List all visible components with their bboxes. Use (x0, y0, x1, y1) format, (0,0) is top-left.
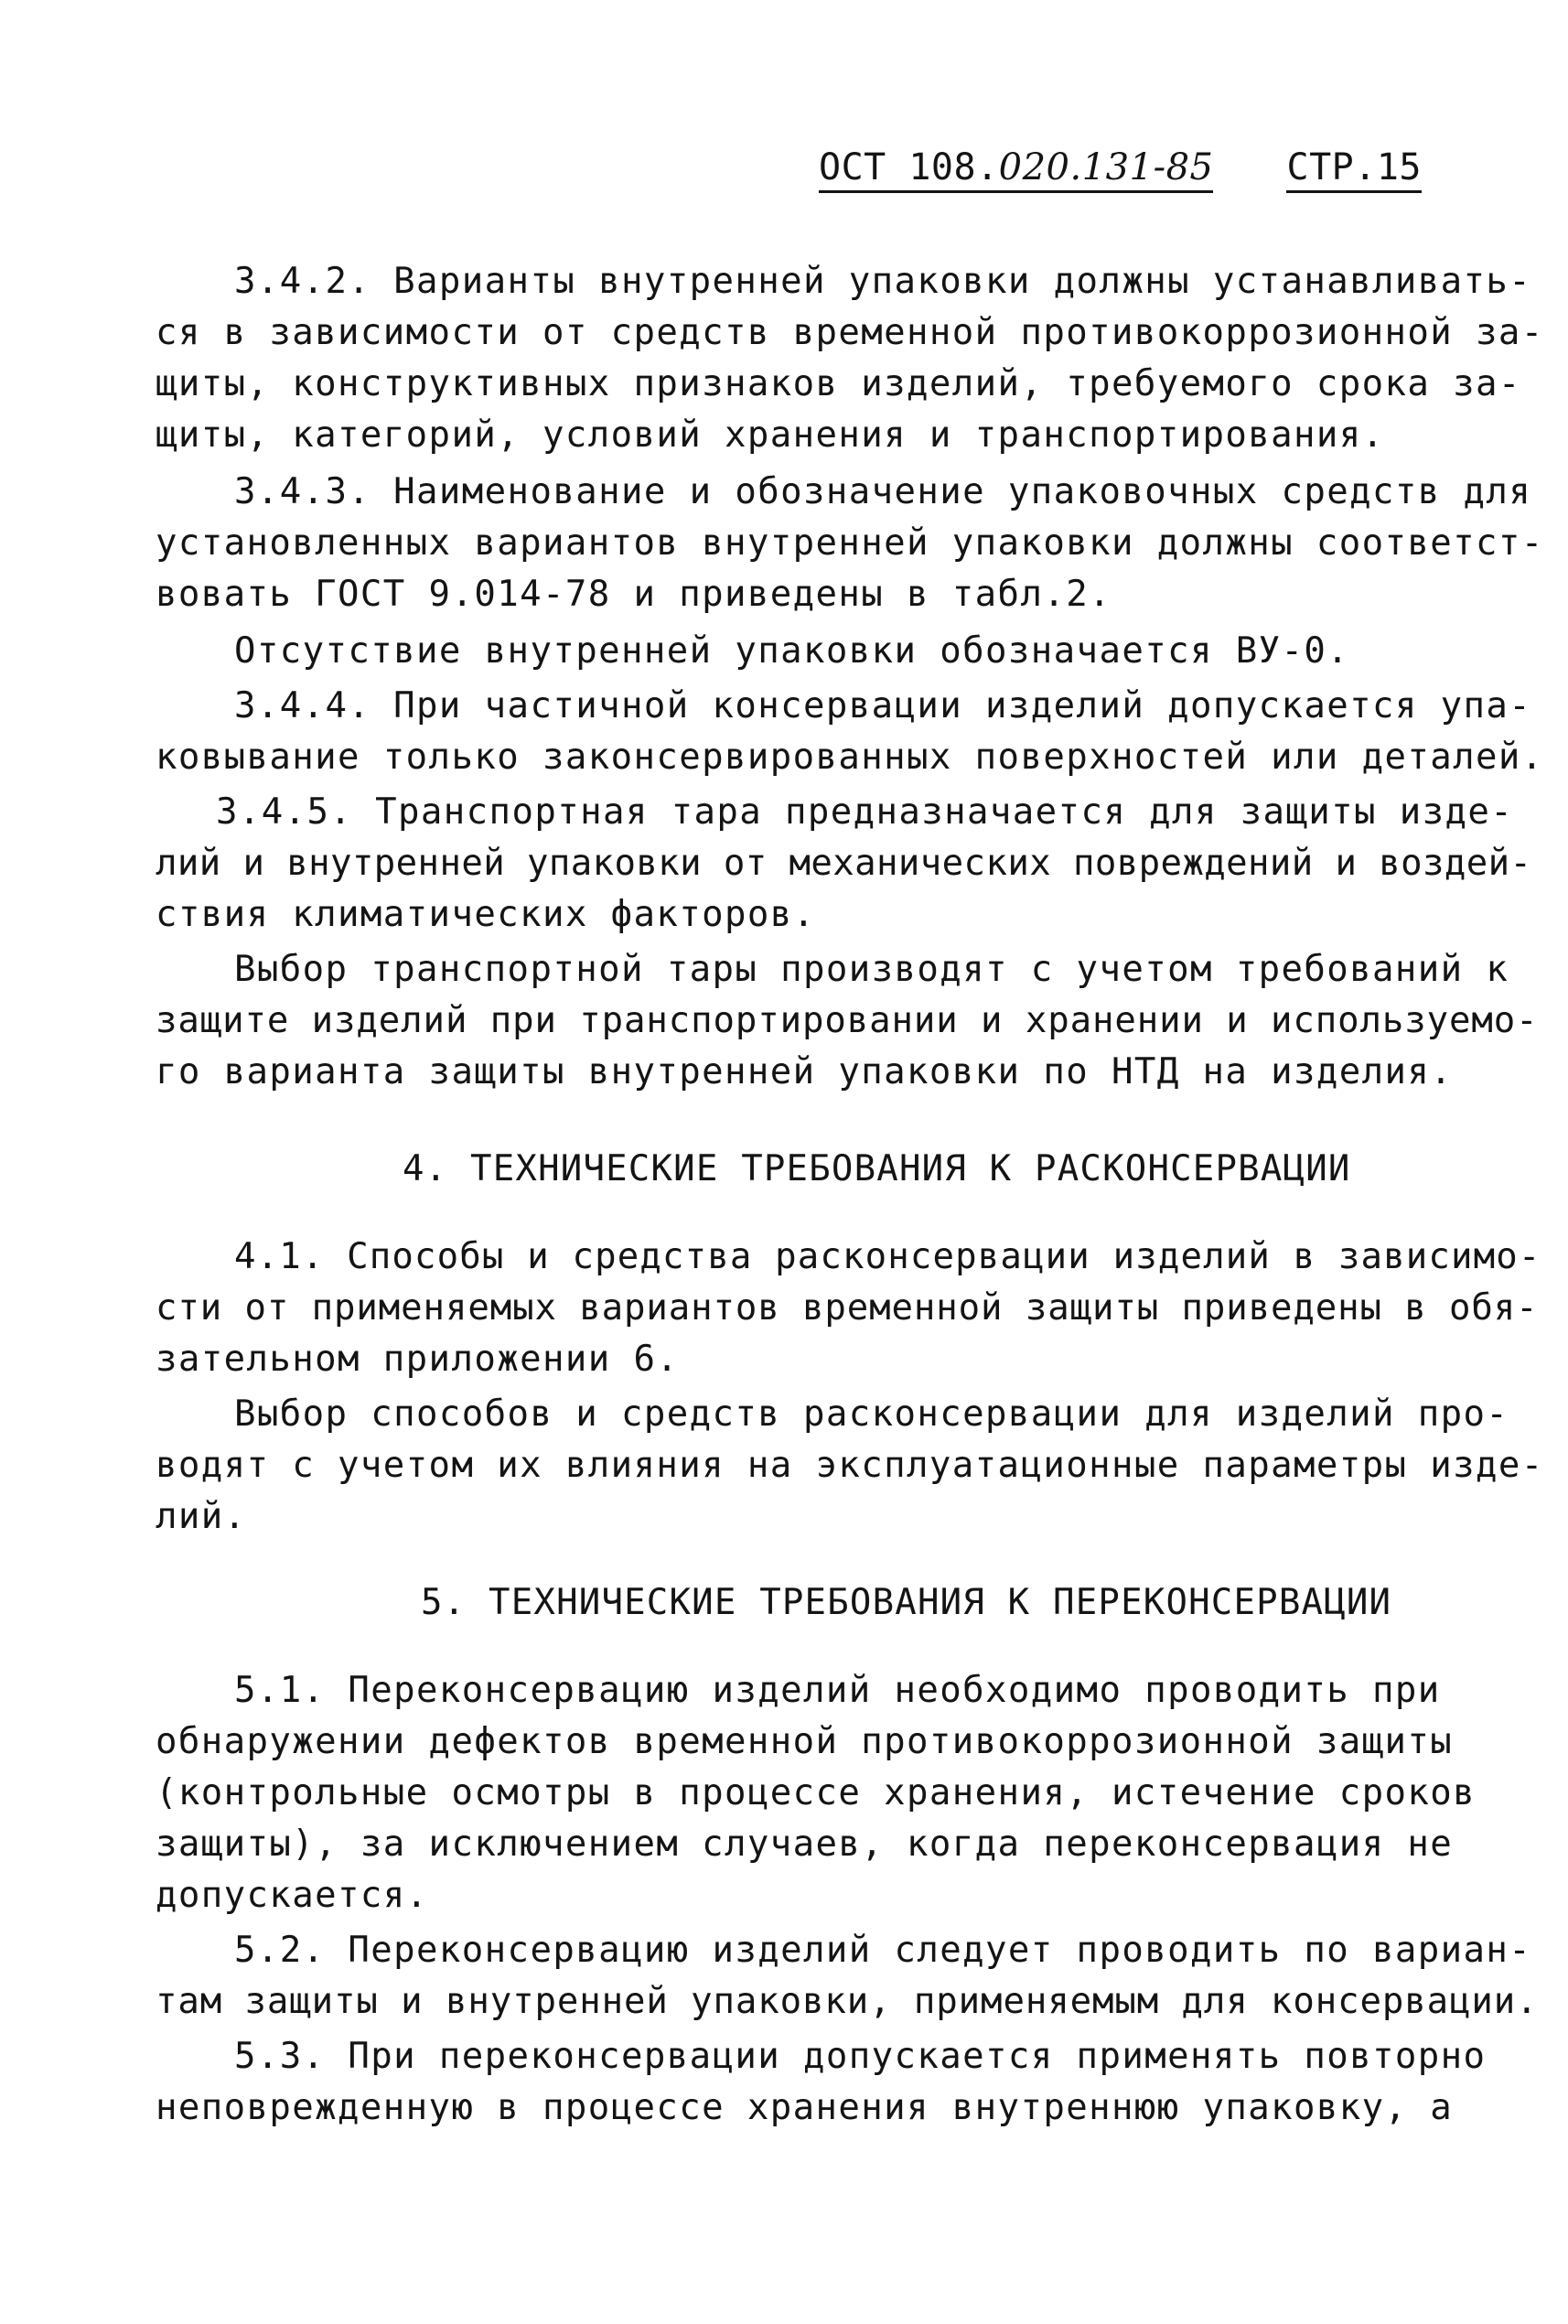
paragraph-line: неповрежденную в процессе хранения внутреннюю упаковку, а (156, 2087, 1454, 2128)
paragraph-line: 5.1. Переконсервацию изделий необходимо проводить при (234, 1670, 1441, 1711)
paragraph-line: ся в зависимости от средств временной противокоррозионной за- (156, 312, 1544, 353)
paragraph-line: обнаружении дефектов временной противокоррозионной защиты (156, 1721, 1454, 1762)
paragraph-line: (контрольные осмотры в процессе хранения, истечение сроков (156, 1772, 1477, 1813)
paragraph-line: вовать ГОСТ 9.014-78 и приведены в табл.2. (156, 574, 1112, 615)
paragraph-line: 3.4.2. Варианты внутренней упаковки должны устанавливать- (234, 261, 1532, 302)
paragraph-line: водят с учетом их влияния на эксплуатационные параметры изде- (156, 1445, 1544, 1486)
paragraph-line: лий. (156, 1496, 247, 1537)
section-heading-4: 4. ТЕХНИЧЕСКИЕ ТРЕБОВАНИЯ К РАСКОНСЕРВАЦИИ (403, 1148, 1351, 1189)
paragraph-line: ковывание только законсервированных поверхностей или деталей. (156, 737, 1544, 778)
standard-number (819, 146, 1213, 193)
paragraph-line: лий и внутренней упаковки от механических повреждений и воздей- (156, 843, 1532, 884)
paragraph-line: ствия климатических факторов. (156, 894, 816, 935)
paragraph-line: защите изделий при транспортировании и хранении и используемо- (156, 1000, 1539, 1041)
paragraph-line: Выбор транспортной тары производят с учетом требований к (234, 949, 1509, 990)
paragraph-line: допускается. (156, 1875, 429, 1916)
paragraph-line: го варианта защиты внутренней упаковки по НТД на изделия. (156, 1051, 1454, 1092)
standard-handwritten-number: 020.131-85 (998, 146, 1214, 188)
page-header (819, 146, 1422, 193)
paragraph-line: 3.4.4. При частичной консервации изделий допускается упа- (234, 685, 1532, 726)
paragraph-line: щиты, конструктивных признаков изделий, требуемого срока за- (156, 363, 1521, 404)
paragraph-line: щиты, категорий, условий хранения и транспортирования. (156, 414, 1385, 456)
paragraph-line: защиты), за исключением случаев, когда переконсервация не (156, 1824, 1454, 1865)
paragraph-line: 5.3. При переконсервации допускается применять повторно (234, 2036, 1487, 2077)
paragraph-line: зательном приложении 6. (156, 1339, 680, 1380)
paragraph-line: установленных вариантов внутренней упаковки должны соответст- (156, 522, 1544, 564)
paragraph-line: 5.2. Переконсервацию изделий следует проводить по вариан- (234, 1930, 1532, 1971)
page-number: СТР.15 (1286, 146, 1422, 193)
paragraph-line: Выбор способов и средств расконсервации для изделий про- (234, 1393, 1509, 1435)
paragraph-line: 3.4.3. Наименование и обозначение упаковочных средств для (234, 471, 1532, 512)
standard-prefix: ОСТ 108. (819, 146, 999, 188)
paragraph-line: сти от применяемых вариантов временной защиты приведены в обя- (156, 1287, 1539, 1329)
paragraph-line: 3.4.5. Транспортная тара предназначается для защиты изде- (216, 791, 1514, 833)
paragraph-line: там защиты и внутренней упаковки, применяемым для консервации. (156, 1981, 1539, 2022)
section-heading-5: 5. ТЕХНИЧЕСКИЕ ТРЕБОВАНИЯ К ПЕРЕКОНСЕРВАЦИИ (421, 1582, 1392, 1623)
paragraph-line: 4.1. Способы и средства расконсервации изделий в зависимо- (234, 1236, 1541, 1277)
paragraph-line: Отсутствие внутренней упаковки обозначается ВУ-0. (234, 630, 1350, 672)
